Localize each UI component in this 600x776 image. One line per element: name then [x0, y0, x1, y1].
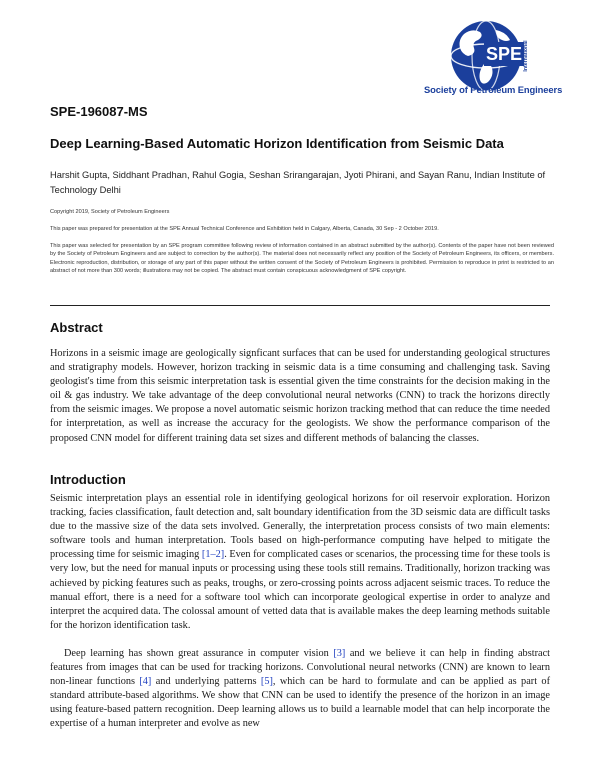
- selection-note: This paper was selected for presentation by an SPE program committee following review of information contained in an abstract submitted by the author(s). Contents of the paper have not been reviewed by the Society of Petroleum Engineers and are subject to correction by the author(s). The material does not necessarily reflect any position of the Society of Petroleum Engineers, its officers, or members. Electronic reproduction, distribution, or storage of any part of this paper without the written consent of the Society of Petroleum Engineers is prohibited. Permission to reproduce in print is restricted to an abstract of not more than 300 words; illustrations may not be copied. The abstract must contain conspicuous acknowledgment of SPE copyright.: [50, 243, 554, 275]
- organization-name: Society of Petroleum Engineers: [424, 84, 563, 95]
- citation-link[interactable]: [1–2]: [201, 549, 225, 561]
- intro-p2-text-a: Deep learning has shown great assurance in computer vision: [64, 648, 334, 659]
- paper-authors: Harshit Gupta, Siddhant Pradhan, Rahul Gogia, Seshan Srirangarajan, Jyoti Phirani, and Sayan Ranu, Indian Institute of Technology Delhi: [50, 170, 546, 195]
- citation-link[interactable]: [4]: [139, 676, 152, 688]
- section-divider: [50, 305, 550, 306]
- paper-title: Deep Learning-Based Automatic Horizon Identification from Seismic Data: [50, 136, 504, 151]
- logo-spe-text: SPE: [485, 44, 523, 64]
- citation-link[interactable]: [5]: [260, 676, 273, 688]
- abstract-text: Horizons in a seismic image are geologically signficant surfaces that can be used for understanding geological structures and stratigraphy models. However, horizon tracking in seismic data is a time consuming and challenging task. Saving geologist's time from this seismic interpretation task is essential given the time constraints for the decision making in the oil & gas industry. We take advantage of the deep convolutional neural networks (CNN) to track the horizons directly from the seismic images. We propose a novel automatic seismic horizon tracking method that can reduce the time needed for interpretation, as well as increase the accuracy for the geologists. We show the performance comparison of the proposed CNN model for different training data set sizes and different methods of balancing the classes.: [50, 348, 550, 444]
- intro-p2-text-b: and we believe it can help in finding abstract features from images that can be used for tracking horizons. Convolutional neural networks (CNN) are known to learn non-linear functions: [50, 648, 550, 688]
- conference-note: This paper was prepared for presentation at the SPE Annual Technical Conference and Exhibition held in Calgary, Alberta, Canada, 30 Sep - 2 October 2019.: [50, 226, 439, 232]
- introduction-heading: Introduction: [50, 472, 126, 487]
- introduction-paragraph-1: [50, 492, 550, 633]
- citation-link[interactable]: [3]: [333, 648, 346, 659]
- intro-p1-text-b: . Even for complicated cases or scenarios, the processing time for these tools is very low, but the need for manual inputs or processing using these tools still remains. Traditionally, horizon tracking was achieved by picking features such as peaks, troughs, or zero-crossing points across adjacent seismic traces. To reduce the manual effort, there is a need for a software tool which can incorporate geological expertise in order to analyze and interpret the acquired data. The colossal amount of vetted data that is available makes the deep learning methods suitable for the horizon identification task.: [50, 549, 550, 631]
- logo-international-text: International: [523, 40, 529, 72]
- intro-p2-text-d: , which can be hard to formulate and can be applied as part of standard attribute-based algorithms. We show that CNN can be used to identify the presence of the horizon in an image using feature-based pattern recognition. Deep learning allows us to build a learnable model that can help incorporate the expertise of a human interpreter and evolve as new: [50, 676, 550, 730]
- paper-id: SPE-196087-MS: [50, 104, 148, 119]
- introduction-paragraph-2: [50, 647, 550, 732]
- intro-p2-text-c: and underlying patterns: [151, 676, 261, 688]
- abstract-heading: Abstract: [50, 320, 103, 335]
- intro-p1-text-a: Seismic interpretation plays an essential role in identifying geological horizons for oil reservoir exploration. Horizon tracking, facies classification, fault detection and, salt boundary identification from the 3D seismic data are difficult tasks due to the massive size of the data sets involved. Generally, the interpretation process consists of two main elements: software tools and human interpretation. Tools based on high-performance computing have helped to mitigate the processing time for seismic imaging: [50, 493, 550, 561]
- copyright-note: Copyright 2019, Society of Petroleum Engineers: [50, 209, 170, 215]
